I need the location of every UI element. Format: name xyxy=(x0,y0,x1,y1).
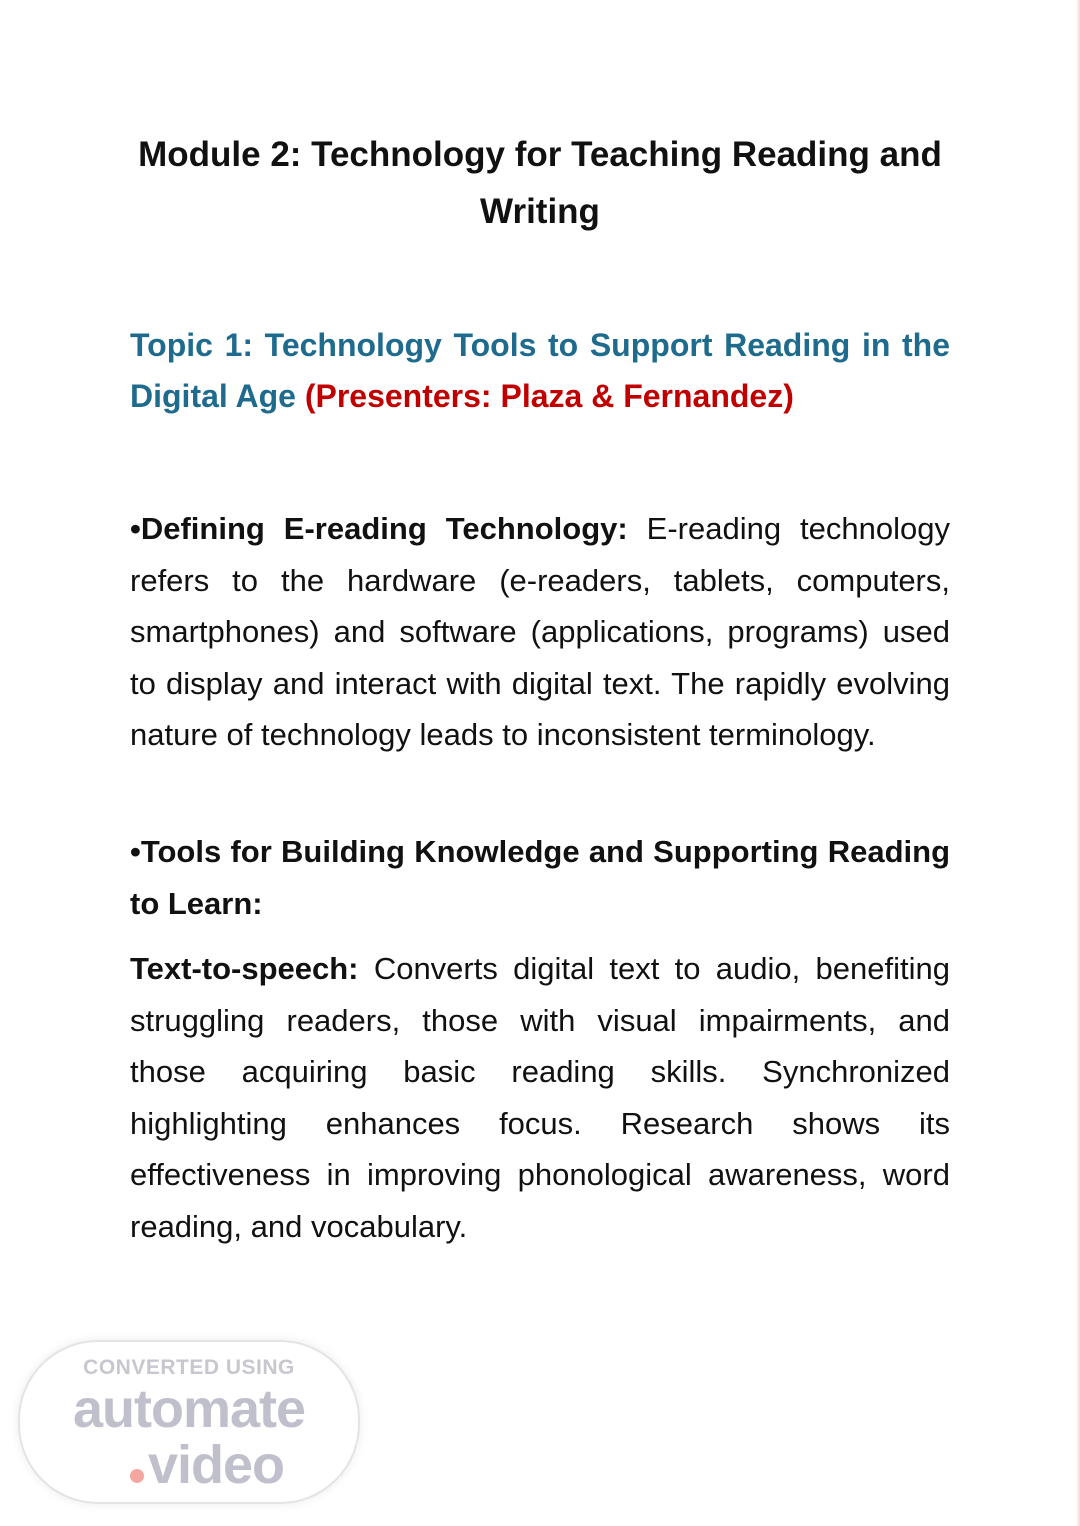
watermark-badge xyxy=(18,1340,360,1504)
watermark-top: CONVERTED USING xyxy=(83,1356,295,1379)
section-text-to-speech xyxy=(130,943,950,1252)
dot-icon xyxy=(130,1469,144,1483)
section-body: Converts digital text to audio, benefiting struggling readers, those with visual impairments, and those acquiring basic reading skills. Synchronized highlighting enhances focus. Research shows its effectiveness in improving phonological awareness, word reading, and vocabulary. xyxy=(130,951,950,1244)
topic-presenters: (Presenters: Plaza & Fernandez) xyxy=(304,378,794,414)
section-tools xyxy=(130,826,950,929)
section-e-reading xyxy=(130,503,950,761)
page-edge xyxy=(1076,0,1080,1526)
watermark-bottom-line xyxy=(130,1434,284,1496)
section-body: E-reading technology refers to the hardware (e-readers, tablets, computers, smartphones) and software (applications, programs) used to display and interact with digital text. The rapidly evolving nature of technology leads to inconsistent terminology. xyxy=(130,511,950,752)
watermark-middle: automate xyxy=(72,1379,306,1439)
section-heading: •Defining E-reading Technology: xyxy=(130,511,628,546)
section-heading: Text-to-speech: xyxy=(130,951,359,986)
watermark-bottom: video xyxy=(148,1435,285,1495)
section-heading: •Tools for Building Knowledge and Supporting Reading to Learn: xyxy=(130,834,950,921)
topic-heading xyxy=(130,320,950,422)
topic-title: Topic 1: Technology Tools to Support Reading in the Digital Age xyxy=(130,327,950,414)
module-title: Module 2: Technology for Teaching Reading and Writing xyxy=(138,135,942,231)
